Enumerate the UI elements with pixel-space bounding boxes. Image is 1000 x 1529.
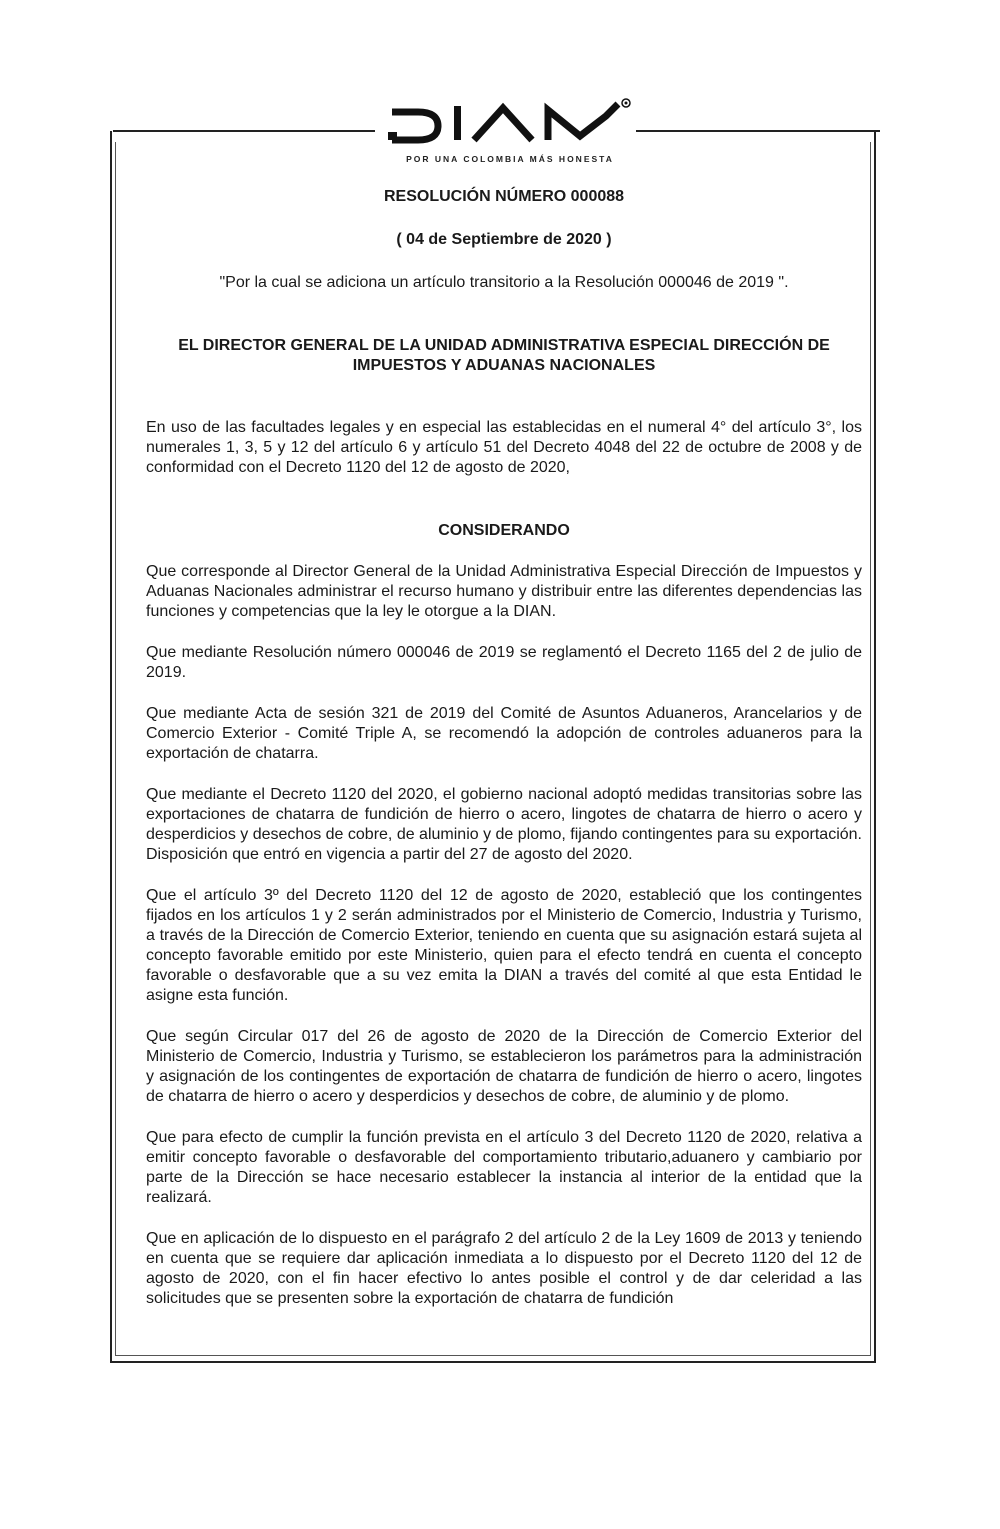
- resolution-date: ( 04 de Septiembre de 2020 ): [396, 231, 612, 248]
- director-title: EL DIRECTOR GENERAL DE LA UNIDAD ADMINISTRATIVA ESPECIAL DIRECCIÓN DE IMPUESTOS Y ADUANAS NACIONALES: [178, 337, 830, 374]
- considerando-paragraph: Que para efecto de cumplir la función prevista en el artículo 3 del Decreto 1120 de 2020, relativa a emitir concepto favorable o desfavorable del comportamiento tributario,aduanero y cambiario por parte de la Dirección se hace necesario establecer la instancia al interior de la entidad que la realizará.: [146, 1129, 862, 1206]
- considerando-paragraph: Que en aplicación de lo dispuesto en el parágrafo 2 del artículo 2 de la Ley 1609 de 2013 y teniendo en cuenta que se requiere dar aplicación inmediata a lo dispuesto por el Decreto 1120 del 12 de agosto de 2020, con el fin hacer efectivo lo antes posible el control y de dar celeridad a las solicitudes que se presenten sobre la exportación de chatarra de fundición: [146, 1230, 862, 1307]
- resolution-subject: "Por la cual se adiciona un artículo transitorio a la Resolución 000046 de 2019 ".: [219, 274, 789, 291]
- considerando-heading: CONSIDERANDO: [438, 522, 570, 539]
- document-body: [146, 188, 862, 1309]
- resolution-number: RESOLUCIÓN NÚMERO 000088: [383, 188, 625, 205]
- considerando-paragraph: Que el artículo 3º del Decreto 1120 del 12 de agosto de 2020, estableció que los contingentes fijados en los artículos 1 y 2 serán administrados por el Ministerio de Comercio, Industria y Turismo, a través de la Dirección de Comercio Exterior, teniendo en cuenta que su asignación estará sujeta al concepto favorable emitido por este Ministerio, quien para el efecto tendrá en cuenta el concepto favorable o desfavorable que a su vez emita la DIAN a través del comité al que esta Entidad le asigne esta función.: [146, 887, 862, 1004]
- intro-paragraph: En uso de las facultades legales y en especial las establecidas en el numeral 4° del artículo 3°, los numerales 1, 3, 5 y 12 del artículo 6 y artículo 51 del Decreto 4048 del 22 de octubre de 2008 y de conformidad con el Decreto 1120 del 12 de agosto de 2020,: [146, 419, 862, 476]
- considerando-paragraph: Que mediante Acta de sesión 321 de 2019 del Comité de Asuntos Aduaneros, Arancelarios y de Comercio Exterior - Comité Triple A, se recomendó la adopción de controles aduaneros para la exportación de chatarra.: [146, 705, 862, 762]
- considerando-paragraph: Que según Circular 017 del 26 de agosto de 2020 de la Dirección de Comercio Exterior del Ministerio de Comercio, Industria y Turismo, se establecieron los parámetros para la administración y asignación de los contingentes de exportación de chatarra de fundición de hierro o acero, lingotes de chatarra de hierro o acero y desperdicios y desechos de cobre, de aluminio y de plomo.: [146, 1028, 862, 1105]
- logo-tagline: POR UNA COLOMBIA MÁS HONESTA: [406, 154, 614, 164]
- considerando-paragraph: Que corresponde al Director General de la Unidad Administrativa Especial Dirección de Impuestos y Aduanas Nacionales administrar el recurso humano y distribuir entre las diferentes dependencias las funciones y competencias que la ley le otorgue a la DIAN.: [146, 563, 862, 620]
- considerando-paragraph: Que mediante el Decreto 1120 del 2020, el gobierno nacional adoptó medidas transitorias sobre las exportaciones de chatarra de fundición de hierro o acero, lingotes de chatarra de hierro o acero y desperdicios y desechos de cobre, de aluminio y de plomo, fijando contingentes para su exportación. Disposición que entró en vigencia a partir del 27 de agosto del 2020.: [146, 786, 862, 863]
- considerando-paragraph: Que mediante Resolución número 000046 de 2019 se reglamentó el Decreto 1165 del 2 de julio de 2019.: [146, 644, 862, 681]
